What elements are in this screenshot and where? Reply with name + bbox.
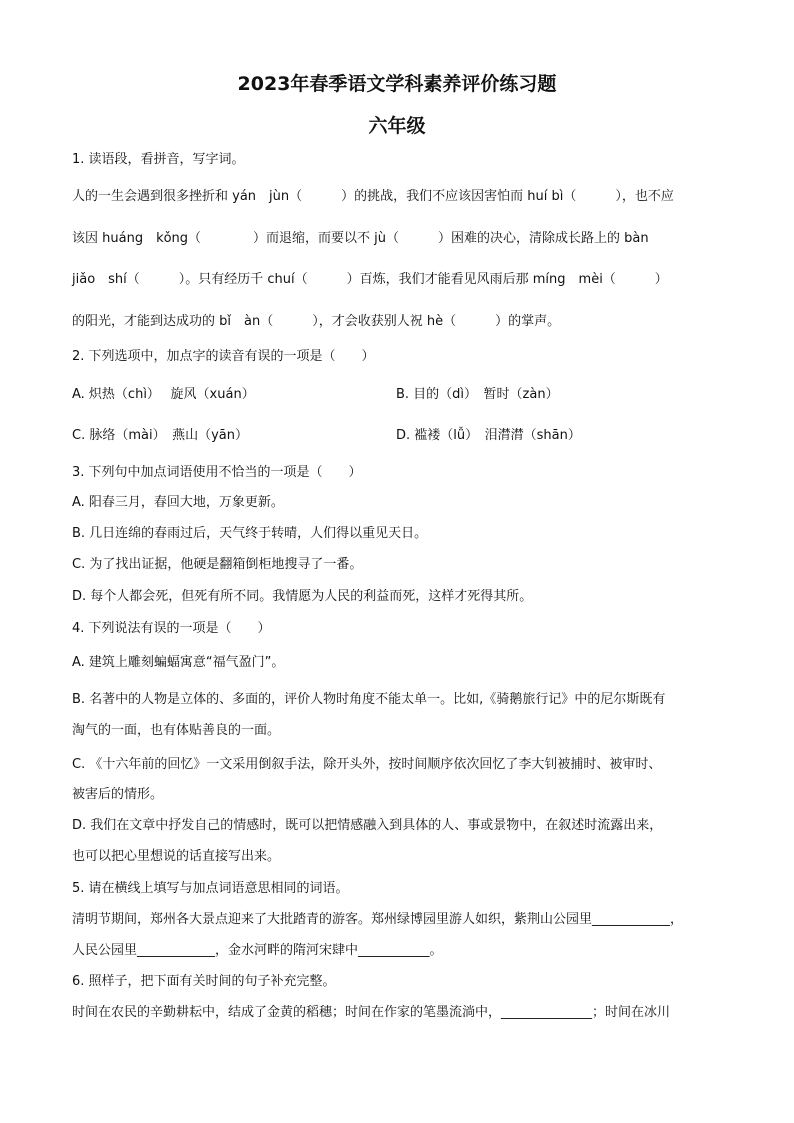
- q5-line-2: 人民公园里____________，金水河畔的隋河宋肆中___________。: [72, 943, 443, 958]
- q3-option-a: A. 阳春三月，春回大地，万象更新。: [72, 495, 284, 510]
- q4-option-b-line-1: B. 名著中的人物是立体的、多面的，评价人物时角度不能太单一。比如,《骑鹅旅行记》中的尼尔斯既有: [72, 692, 666, 707]
- q3-option-c: C. 为了找出证据，他硬是翻箱倒柜地搜寻了一番。: [72, 557, 363, 572]
- q4-stem: 4. 下列说法有误的一项是（ ）: [72, 621, 271, 636]
- q6-line-1: 时间在农民的辛勤耕耘中，结成了金黄的稻穗；时间在作家的笔墨流淌中，______________；时间在冰川: [72, 1005, 671, 1020]
- q6-stem: 6. 照样子，把下面有关时间的句子补充完整。: [72, 974, 336, 989]
- q4-option-b-line-2: 淘气的一面，也有体贴善良的一面。: [72, 723, 281, 738]
- q2-option-c: C. 脉络（mài） 燕山（yān）: [72, 428, 248, 443]
- q2-option-a: A. 炽热（chì） 旋风（xuán）: [72, 387, 255, 402]
- grade-title: 六年级: [368, 115, 426, 137]
- q3-option-b: B. 几日连绵的春雨过后，天气终于转晴，人们得以重见天日。: [72, 526, 428, 541]
- q1-line-3: jiǎo shí（ ）。只有经历千 chuí（ ）百炼，我们才能看见风雨后那 míng mèi（ ）: [72, 272, 668, 287]
- q4-option-c-line-2: 被害后的情形。: [72, 787, 164, 802]
- q1-line-4: 的阳光，才能到达成功的 bǐ àn（ ），才会收获别人祝 hè（ ）的掌声。: [72, 314, 561, 329]
- q2-option-d: D. 褴褛（lǚ） 泪潸潸（shān）: [396, 428, 581, 443]
- q1-line-2: 该因 huáng kǒng（ ）而退缩，而要以不 jù（ ）困难的决心，清除成长路上的 bàn: [72, 231, 649, 246]
- exam-title: 2023年春季语文学科素养评价练习题: [237, 73, 557, 95]
- q3-stem: 3. 下列句中加点词语使用不恰当的一项是（ ）: [72, 465, 362, 480]
- q4-option-d-line-2: 也可以把心里想说的话直接写出来。: [72, 849, 281, 864]
- q4-option-d-line-1: D. 我们在文章中抒发自己的情感时，既可以把情感融入到具体的人、事或景物中，在叙述时流露出来，: [72, 818, 663, 833]
- q2-stem: 2. 下列选项中，加点字的读音有误的一项是（ ）: [72, 349, 375, 364]
- q4-option-c-line-1: C. 《十六年前的回忆》一文采用倒叙手法，除开头外，按时间顺序依次回忆了李大钊被捕时、被审时、: [72, 757, 662, 772]
- q5-stem: 5. 请在横线上填写与加点词语意思相同的词语。: [72, 881, 349, 896]
- q1-line-1: 人的一生会遇到很多挫折和 yán jùn（ ）的挑战，我们不应该因害怕而 huí bì（ ），也不应: [72, 189, 674, 204]
- q1-stem: 1. 读语段，看拼音，写字词。: [72, 152, 245, 167]
- q4-option-a: A. 建筑上雕刻蝙蝠寓意“福气盈门”。: [72, 655, 285, 670]
- q2-option-b: B. 目的（dì） 暂时（zàn）: [396, 387, 559, 402]
- q3-option-d: D. 每个人都会死，但死有所不同。我情愿为人民的利益而死，这样才死得其所。: [72, 589, 533, 604]
- q5-line-1: 清明节期间，郑州各大景点迎来了大批踏青的游客。郑州绿博园里游人如织，紫荆山公园里____________，: [72, 912, 684, 927]
